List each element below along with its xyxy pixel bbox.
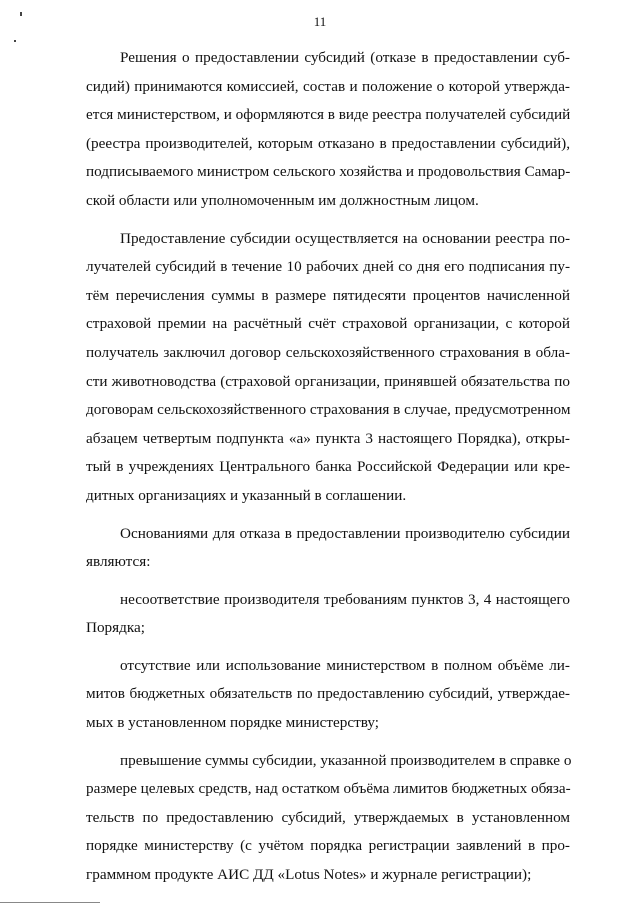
text-line: являются:	[86, 553, 151, 571]
text-line: абзацем четвертым подпункта «а» пункта 3 настоящего Порядка), откры-	[86, 429, 570, 447]
text-line: Предоставление субсидии осуществляется на основании реестра по-	[120, 229, 570, 247]
text-line: превышение суммы субсидии, указанной производителем в справке о	[120, 751, 572, 769]
text-line: ской области или уполномоченным им должностным лицом.	[86, 191, 479, 209]
text-line: договорам сельскохозяйственного страхования в случае, предусмотренном	[86, 401, 571, 419]
text-line: размере целевых средств, над остатком объёма лимитов бюджетных обяза-	[86, 780, 571, 798]
paragraph	[86, 747, 570, 890]
text-line: Порядка;	[86, 619, 145, 637]
paragraph	[86, 652, 570, 738]
text-line: порядке министерству (с учётом порядка регистрации заявлений в про-	[86, 837, 570, 855]
text-line: тём перечисления суммы в размере пятидесяти процентов начисленной	[86, 286, 570, 304]
document-body	[86, 44, 570, 890]
text-line: мых в установленном порядке министерству;	[86, 714, 379, 732]
text-line: сти животноводства (страховой организации, принявшей обязательства по	[86, 372, 570, 390]
text-line: отсутствие или использование министерством в полном объёме ли-	[120, 656, 570, 674]
scan-artifact-mark	[14, 40, 16, 42]
text-line: дитных организациях и указанный в соглашении.	[86, 486, 407, 504]
paragraph	[86, 225, 570, 511]
paragraph	[86, 520, 570, 577]
text-line: лучателей субсидий в течение 10 рабочих дней со дня его подписания пу-	[86, 258, 570, 276]
text-line: тельств по предоставлению субсидий, утверждаемых в установленном	[86, 808, 570, 826]
page-number: 11	[313, 14, 327, 29]
text-line: тый в учреждениях Центрального банка Российской Федерации или кре-	[86, 458, 570, 476]
scan-artifact-mark	[20, 12, 22, 16]
paragraph	[86, 586, 570, 643]
text-line: (реестра производителей, которым отказано в предоставлении субсидий),	[86, 134, 570, 152]
text-line: получатель заключил договор сельскохозяйственного страхования в обла-	[86, 343, 570, 361]
text-line: подписываемого министром сельского хозяйства и продовольствия Самар-	[86, 163, 571, 181]
text-line: Решения о предоставлении субсидий (отказе в предоставлении суб-	[120, 49, 570, 66]
text-line: ется министерством, и оформляются в виде реестра получателей субсидий	[86, 106, 571, 124]
paragraph	[86, 44, 570, 216]
text-line: сидий) принимаются комиссией, состав и положение о которой утвержда-	[86, 77, 570, 95]
text-line: страховой премии на расчётный счёт страховой организации, с которой	[86, 315, 570, 333]
text-line: Основаниями для отказа в предоставлении производителю субсидии	[120, 524, 570, 542]
text-line: несоответствие производителя требованиям пунктов 3, 4 настоящего	[120, 590, 570, 608]
scan-edge-line	[0, 902, 100, 903]
text-line: митов бюджетных обязательств по предоставлению субсидий, утверждае-	[86, 685, 570, 703]
text-line: граммном продукте АИС ДД «Lotus Notes» и журнале регистрации);	[86, 866, 532, 884]
